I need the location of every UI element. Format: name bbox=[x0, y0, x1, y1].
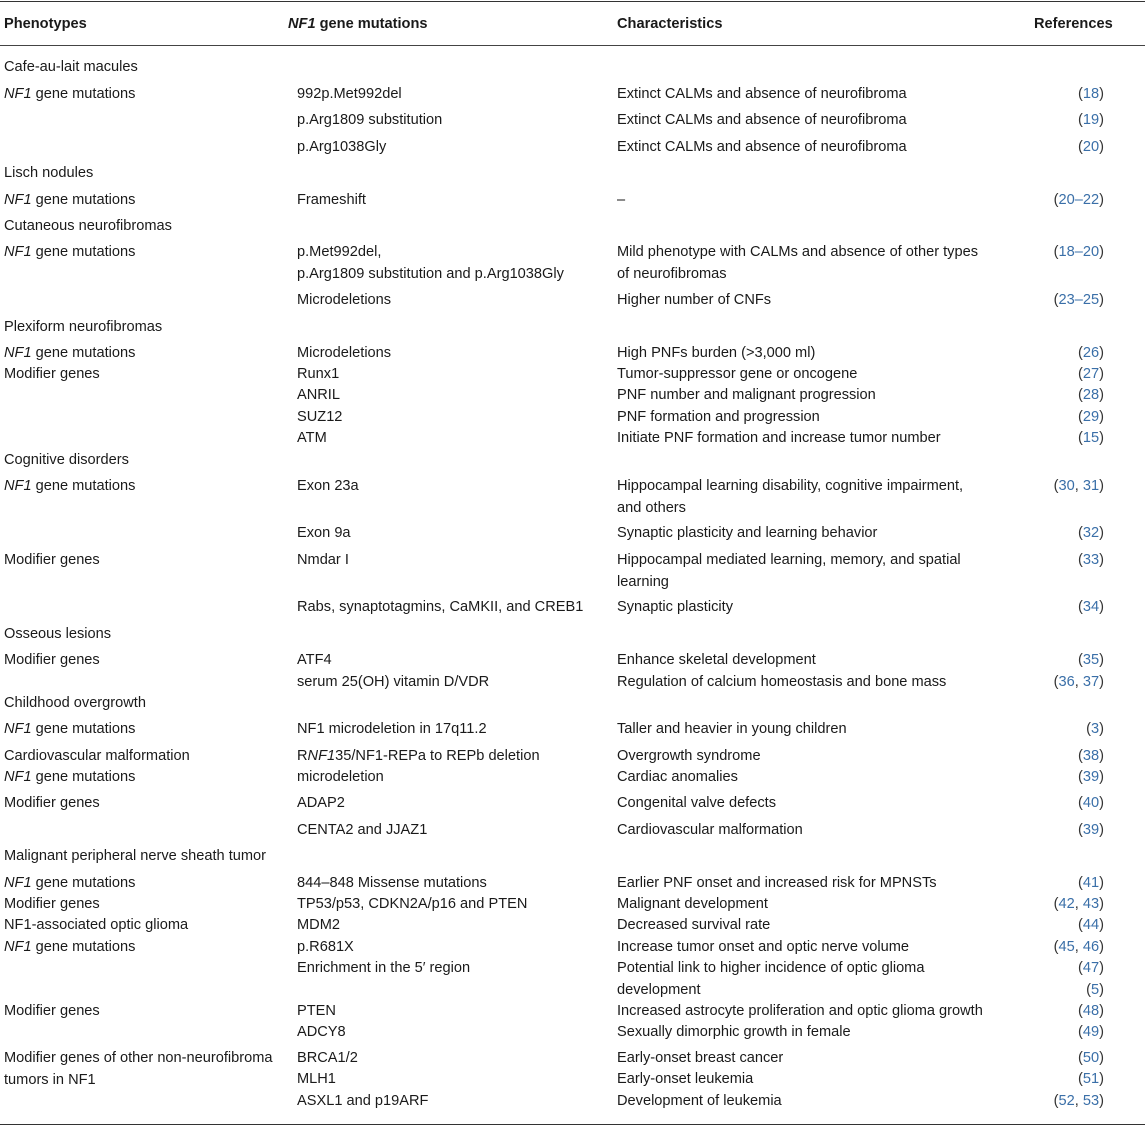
references-cell: (50) bbox=[1078, 1050, 1104, 1066]
mutation-cell: Exon 23a bbox=[297, 478, 359, 494]
references-cell: (20) bbox=[1078, 139, 1104, 155]
mutation-cell: serum 25(OH) vitamin D/VDR bbox=[297, 674, 490, 690]
phenotype-cell: NF1 gene mutations bbox=[4, 192, 136, 208]
section-heading: Malignant peripheral nerve sheath tumor bbox=[4, 848, 267, 864]
phenotype-cell: Modifier genes bbox=[4, 366, 100, 382]
mutation-cell: p.Met992del, bbox=[297, 244, 382, 260]
reference-link[interactable]: 18 bbox=[1082, 86, 1100, 102]
phenotype-cell: NF1 gene mutations bbox=[4, 244, 136, 260]
characteristic-cell: Cardiovascular malformation bbox=[617, 822, 803, 838]
header-phenotypes: Phenotypes bbox=[4, 16, 87, 32]
header-mutations-gene: NF1 bbox=[288, 16, 316, 32]
section-heading: Osseous lesions bbox=[4, 626, 112, 642]
mutation-cell: ATF4 bbox=[297, 652, 332, 668]
reference-link[interactable]: 39 bbox=[1082, 822, 1100, 838]
mutation-cell: Microdeletions bbox=[297, 345, 392, 361]
characteristic-cell: Congenital valve defects bbox=[617, 795, 777, 811]
reference-link[interactable]: 5 bbox=[1091, 981, 1100, 998]
references-cell: (28) bbox=[1078, 387, 1104, 403]
phenotype-cell-cont: tumors in NF1 bbox=[4, 1071, 96, 1088]
mutation-cell: p.Arg1038Gly bbox=[297, 139, 387, 155]
mutation-cell: Nmdar I bbox=[297, 552, 349, 568]
gene-symbol: NF1 bbox=[4, 939, 32, 955]
mutation-cell: Microdeletions bbox=[297, 292, 392, 308]
reference-link[interactable]: 26 bbox=[1082, 345, 1100, 361]
reference-link[interactable]: 44 bbox=[1082, 917, 1100, 933]
characteristic-cell: Extinct CALMs and absence of neurofibroma bbox=[617, 86, 907, 102]
mutation-cell: ANRIL bbox=[297, 387, 340, 403]
reference-link[interactable]: 33 bbox=[1082, 552, 1100, 568]
mutation-cell: BRCA1/2 bbox=[297, 1050, 358, 1066]
references-cell: (18–20) bbox=[1053, 244, 1104, 260]
mutation-cell: p.Arg1809 substitution bbox=[297, 112, 443, 128]
references-cell: (19) bbox=[1078, 112, 1104, 128]
characteristic-cell: Hippocampal learning disability, cognitive impairment, bbox=[617, 478, 964, 494]
characteristic-cell: Regulation of calcium homeostasis and bone mass bbox=[617, 674, 947, 690]
references-cell: (35) bbox=[1078, 652, 1104, 668]
reference-link[interactable]: 18–20 bbox=[1058, 244, 1100, 260]
phenotype-cell: NF1 gene mutations bbox=[4, 875, 136, 891]
reference-link[interactable]: 23–25 bbox=[1058, 292, 1100, 308]
references-cell: (40) bbox=[1078, 795, 1104, 811]
references-cell: (34) bbox=[1078, 599, 1104, 615]
reference-link[interactable]: 20–22 bbox=[1058, 192, 1100, 208]
mutation-cell: MDM2 bbox=[297, 917, 340, 933]
reference-link[interactable]: 35 bbox=[1082, 652, 1100, 668]
reference-link[interactable]: 46 bbox=[1082, 939, 1100, 955]
section-heading: Plexiform neurofibromas bbox=[4, 319, 163, 335]
references-cell-cont: (5) bbox=[1086, 981, 1104, 998]
references-cell: (18) bbox=[1078, 86, 1104, 102]
mutation-cell: Runx1 bbox=[297, 366, 340, 382]
mutation-cell: SUZ12 bbox=[297, 409, 343, 425]
mutation-cell: Enrichment in the 5′ region bbox=[297, 960, 471, 976]
reference-link[interactable]: 29 bbox=[1082, 409, 1100, 425]
section-heading: Cafe-au-lait macules bbox=[4, 59, 138, 75]
references-cell: (26) bbox=[1078, 345, 1104, 361]
phenotype-cell: NF1 gene mutations bbox=[4, 345, 136, 361]
characteristic-cell: Extinct CALMs and absence of neurofibroma bbox=[617, 139, 907, 155]
mutation-cell-cont: p.Arg1809 substitution and p.Arg1038Gly bbox=[297, 265, 564, 282]
phenotype-cell: Modifier genes bbox=[4, 652, 100, 668]
mutation-cell: 992p.Met992del bbox=[297, 86, 402, 102]
section-heading: Lisch nodules bbox=[4, 165, 94, 181]
mutation-cell: p.R681X bbox=[297, 939, 354, 955]
phenotype-cell: Modifier genes of other non-neurofibroma bbox=[4, 1050, 273, 1066]
characteristic-cell: Extinct CALMs and absence of neurofibroma bbox=[617, 112, 907, 128]
section-heading: Childhood overgrowth bbox=[4, 695, 146, 711]
characteristic-cell: – bbox=[617, 192, 626, 208]
reference-link[interactable]: 19 bbox=[1082, 112, 1100, 128]
references-cell: (44) bbox=[1078, 917, 1104, 933]
references-cell: (41) bbox=[1078, 875, 1104, 891]
mutation-cell: NF1 microdeletion in 17q11.2 bbox=[297, 721, 487, 737]
reference-link[interactable]: 37 bbox=[1082, 674, 1100, 690]
header-references: References bbox=[1034, 16, 1113, 32]
characteristic-cell: Cardiac anomalies bbox=[617, 769, 738, 785]
phenotype-cell: Modifier genes bbox=[4, 552, 100, 568]
characteristic-cell: PNF formation and progression bbox=[617, 409, 820, 425]
characteristic-cell: Increased astrocyte proliferation and optic glioma growth bbox=[617, 1003, 983, 1019]
phenotype-cell: NF1-associated optic glioma bbox=[4, 917, 189, 933]
characteristic-cell: Synaptic plasticity bbox=[617, 599, 733, 615]
mutation-cell: Exon 9a bbox=[297, 525, 351, 541]
characteristic-cell: Mild phenotype with CALMs and absence of other types bbox=[617, 244, 978, 260]
gene-symbol: NF1 bbox=[4, 769, 32, 785]
mutation-cell: RNF135/NF1-REPa to REPb deletion bbox=[297, 748, 540, 764]
reference-link[interactable]: 42 bbox=[1058, 896, 1075, 912]
mutation-cell: TP53/p53, CDKN2A/p16 and PTEN bbox=[297, 896, 528, 912]
header-mutations-label: gene mutations bbox=[315, 16, 428, 32]
references-cell: (39) bbox=[1078, 769, 1104, 785]
mutation-cell: CENTA2 and JJAZ1 bbox=[297, 822, 428, 838]
reference-link[interactable]: 48 bbox=[1082, 1003, 1100, 1019]
references-cell: (48) bbox=[1078, 1003, 1104, 1019]
references-cell: (39) bbox=[1078, 822, 1104, 838]
phenotype-cell: Cardiovascular malformation bbox=[4, 748, 190, 764]
references-cell: (20–22) bbox=[1053, 192, 1104, 208]
gene-symbol: NF1 bbox=[4, 345, 32, 361]
references-cell: (45, 46) bbox=[1053, 939, 1104, 955]
references-cell: (52, 53) bbox=[1053, 1093, 1104, 1109]
reference-link[interactable]: 28 bbox=[1082, 387, 1100, 403]
mutation-cell: ADAP2 bbox=[297, 795, 345, 811]
characteristic-cell: Potential link to higher incidence of optic glioma bbox=[617, 960, 925, 976]
mutation-cell: ATM bbox=[297, 430, 327, 446]
section-heading: Cutaneous neurofibromas bbox=[4, 218, 172, 234]
phenotype-cell: NF1 gene mutations bbox=[4, 86, 136, 102]
reference-link[interactable]: 15 bbox=[1082, 430, 1100, 446]
reference-link[interactable]: 34 bbox=[1082, 599, 1100, 615]
references-cell: (33) bbox=[1078, 552, 1104, 568]
header-mutations bbox=[288, 15, 427, 33]
characteristic-cell: Enhance skeletal development bbox=[617, 652, 816, 668]
references-cell: (47) bbox=[1078, 960, 1104, 976]
reference-link[interactable]: 20 bbox=[1082, 139, 1100, 155]
mutation-cell: microdeletion bbox=[297, 769, 384, 785]
mutation-cell: ADCY8 bbox=[297, 1024, 346, 1040]
gene-symbol: NF1 bbox=[307, 748, 336, 764]
characteristic-cell: Tumor-suppressor gene or oncogene bbox=[617, 366, 858, 382]
reference-link[interactable]: 38 bbox=[1082, 748, 1100, 764]
references-cell: (36, 37) bbox=[1053, 674, 1104, 690]
characteristic-cell-cont: of neurofibromas bbox=[617, 265, 727, 282]
characteristic-cell: Early-onset leukemia bbox=[617, 1071, 754, 1087]
references-cell: (23–25) bbox=[1053, 292, 1104, 308]
characteristic-cell-cont: and others bbox=[617, 499, 686, 516]
mutation-cell: Rabs, synaptotagmins, CaMKII, and CREB1 bbox=[297, 599, 584, 615]
references-cell: (51) bbox=[1078, 1071, 1104, 1087]
reference-link[interactable]: 30 bbox=[1058, 478, 1075, 494]
mutation-cell: Frameshift bbox=[297, 192, 366, 208]
phenotype-cell: Modifier genes bbox=[4, 896, 100, 912]
characteristic-cell: Decreased survival rate bbox=[617, 917, 771, 933]
characteristic-cell: Synaptic plasticity and learning behavior bbox=[617, 525, 878, 541]
phenotype-cell: NF1 gene mutations bbox=[4, 939, 136, 955]
characteristic-cell: Taller and heavier in young children bbox=[617, 721, 847, 737]
characteristic-cell-cont: development bbox=[617, 981, 701, 998]
mutation-cell: ASXL1 and p19ARF bbox=[297, 1093, 429, 1109]
reference-link[interactable]: 43 bbox=[1082, 896, 1100, 912]
phenotype-cell: NF1 gene mutations bbox=[4, 478, 136, 494]
references-cell: (15) bbox=[1078, 430, 1104, 446]
characteristic-cell: Initiate PNF formation and increase tumor number bbox=[617, 430, 941, 446]
characteristic-cell: Hippocampal mediated learning, memory, and spatial bbox=[617, 552, 961, 568]
table-bottom-rule bbox=[0, 1124, 1145, 1125]
reference-link[interactable]: 32 bbox=[1082, 525, 1100, 541]
references-cell: (3) bbox=[1086, 721, 1104, 737]
characteristic-cell-cont: learning bbox=[617, 573, 669, 590]
characteristic-cell: Earlier PNF onset and increased risk for MPNSTs bbox=[617, 875, 937, 891]
characteristic-cell: Early-onset breast cancer bbox=[617, 1050, 784, 1066]
phenotype-cell: Modifier genes bbox=[4, 1003, 100, 1019]
phenotype-cell: NF1 gene mutations bbox=[4, 769, 136, 785]
gene-symbol: NF1 bbox=[4, 192, 32, 208]
phenotype-cell: NF1 gene mutations bbox=[4, 721, 136, 737]
mutation-cell: MLH1 bbox=[297, 1071, 336, 1087]
references-cell: (30, 31) bbox=[1053, 478, 1104, 494]
reference-link[interactable]: 31 bbox=[1082, 478, 1100, 494]
characteristic-cell: PNF number and malignant progression bbox=[617, 387, 876, 403]
references-cell: (32) bbox=[1078, 525, 1104, 541]
reference-link[interactable]: 36 bbox=[1058, 674, 1075, 690]
references-cell: (42, 43) bbox=[1053, 896, 1104, 912]
references-cell: (27) bbox=[1078, 366, 1104, 382]
reference-link[interactable]: 45 bbox=[1058, 939, 1075, 955]
reference-link[interactable]: 39 bbox=[1082, 769, 1100, 785]
section-heading: Cognitive disorders bbox=[4, 452, 129, 468]
gene-symbol: NF1 bbox=[4, 478, 32, 494]
reference-link[interactable]: 49 bbox=[1082, 1024, 1100, 1040]
reference-link[interactable]: 53 bbox=[1082, 1093, 1100, 1109]
references-cell: (29) bbox=[1078, 409, 1104, 425]
header-characteristics: Characteristics bbox=[617, 16, 723, 32]
reference-link[interactable]: 40 bbox=[1082, 795, 1100, 811]
reference-link[interactable]: 41 bbox=[1082, 875, 1100, 891]
references-cell: (38) bbox=[1078, 748, 1104, 764]
table-header-rule bbox=[0, 45, 1145, 46]
phenotype-cell: Modifier genes bbox=[4, 795, 100, 811]
table-top-rule bbox=[0, 1, 1145, 2]
gene-symbol: NF1 bbox=[4, 875, 32, 891]
characteristic-cell: Higher number of CNFs bbox=[617, 292, 772, 308]
gene-symbol: NF1 bbox=[4, 244, 32, 260]
characteristic-cell: Malignant development bbox=[617, 896, 768, 912]
reference-link[interactable]: 3 bbox=[1091, 721, 1100, 737]
reference-link[interactable]: 27 bbox=[1082, 366, 1100, 382]
gene-symbol: NF1 bbox=[4, 86, 32, 102]
reference-link[interactable]: 52 bbox=[1058, 1093, 1075, 1109]
references-cell: (49) bbox=[1078, 1024, 1104, 1040]
characteristic-cell: Increase tumor onset and optic nerve volume bbox=[617, 939, 910, 955]
gene-symbol: NF1 bbox=[4, 721, 32, 737]
characteristic-cell: Development of leukemia bbox=[617, 1093, 782, 1109]
reference-link[interactable]: 50 bbox=[1082, 1050, 1100, 1066]
mutation-cell: PTEN bbox=[297, 1003, 336, 1019]
characteristic-cell: Overgrowth syndrome bbox=[617, 748, 761, 764]
reference-link[interactable]: 47 bbox=[1082, 960, 1100, 976]
characteristic-cell: High PNFs burden (>3,000 ml) bbox=[617, 345, 816, 361]
characteristic-cell: Sexually dimorphic growth in female bbox=[617, 1024, 851, 1040]
mutation-cell: 844–848 Missense mutations bbox=[297, 875, 487, 891]
reference-link[interactable]: 51 bbox=[1082, 1071, 1100, 1087]
